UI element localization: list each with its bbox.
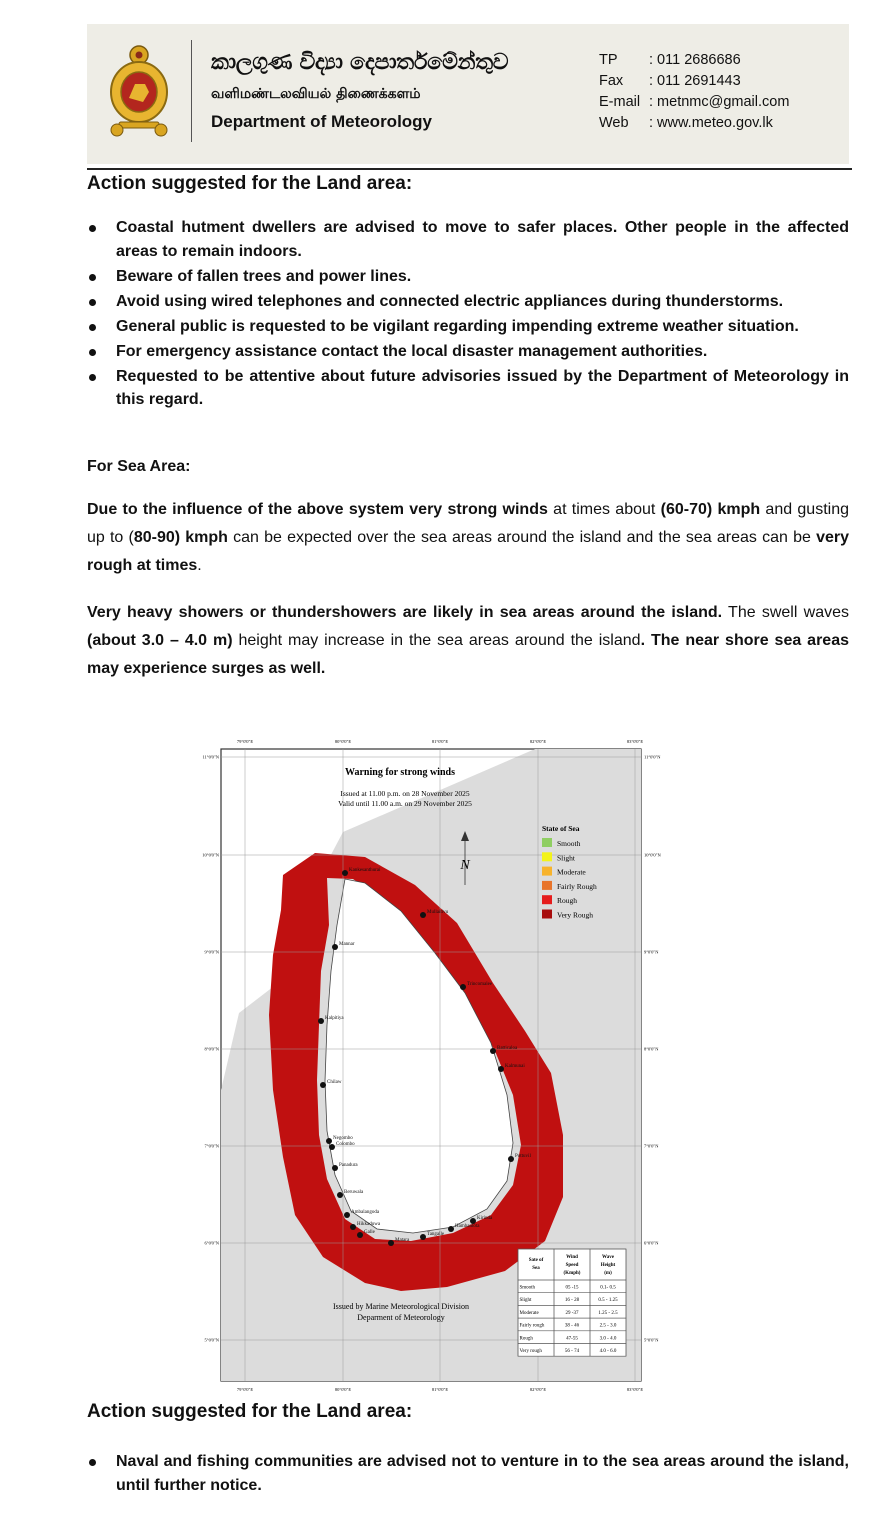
table-header-text: Height — [600, 1263, 616, 1268]
contact-label: Fax — [599, 73, 624, 89]
legend-swatch — [542, 852, 552, 861]
sea-state-table — [518, 1249, 626, 1356]
place-marker — [508, 1156, 514, 1162]
table-cell-text: 1.25 - 2.5 — [598, 1310, 618, 1316]
lat-tick-label: 5°0'0"N — [644, 1337, 659, 1343]
contact-label: TP — [599, 52, 618, 68]
table-header-text: Speed — [565, 1263, 579, 1268]
map-valid: Valid until 11.00 a.m. on 29 November 2025 — [338, 799, 472, 808]
legend-label: Very Rough — [557, 910, 594, 920]
place-marker — [357, 1232, 363, 1238]
lat-tick-label: 11°0'0"N — [202, 754, 219, 760]
table-cell-text: 05 -15 — [565, 1285, 579, 1291]
table-header-text: Sate of — [528, 1258, 544, 1263]
lat-tick-label: 8°0'0"N — [204, 1046, 219, 1052]
place-label: Chilaw — [327, 1080, 342, 1085]
warning-map-svg — [195, 735, 665, 1395]
table-cell-text: 38 - 46 — [564, 1323, 580, 1329]
legend-swatch — [542, 881, 552, 890]
list-item: Requested to be attentive about future advisories issued by the Department of Meteorology in this regard. — [87, 365, 849, 412]
sea-paragraph-waves — [87, 599, 849, 683]
lat-tick-label: 6°0'0"N — [204, 1240, 219, 1246]
table-cell-text: 0.5 - 1.25 — [598, 1298, 618, 1304]
place-marker — [448, 1226, 454, 1232]
lat-tick-label: 7°0'0"N — [644, 1143, 659, 1149]
map-issued: Issued at 11.00 p.m. on 28 November 2025 — [340, 789, 470, 798]
place-label: Batticaloa — [497, 1046, 518, 1051]
lon-tick-label: 81°0'0"E — [431, 1387, 449, 1392]
lon-tick-label: 81°0'0"E — [431, 739, 449, 744]
lon-tick-label: 83°0'0"E — [626, 1387, 644, 1392]
lon-tick-label: 80°0'0"E — [334, 739, 352, 744]
place-marker — [460, 984, 466, 990]
dept-name-english: Department of Meteorology — [211, 112, 433, 131]
place-marker — [329, 1144, 335, 1150]
table-cell-text: Fairly rough — [519, 1323, 545, 1329]
email-link[interactable]: : metnmc@gmail.com — [649, 94, 790, 110]
dept-name-tamil: வளிமண்டலவியல் திணைக்களம் — [211, 86, 421, 102]
web-link[interactable]: : www.meteo.gov.lk — [649, 115, 773, 131]
letterhead — [87, 24, 849, 164]
lat-tick-label: 9°0'0"N — [644, 949, 659, 955]
sri-lanka-emblem-icon — [107, 42, 171, 138]
place-label: Tangalle — [427, 1232, 445, 1237]
table-cell-text: 0.1- 0.5 — [600, 1285, 616, 1291]
paragraph-run: The swell waves — [722, 604, 850, 621]
paragraph-run: height may increase in the sea areas around the island — [232, 632, 641, 649]
place-label: Pottuvil — [515, 1154, 531, 1159]
contact-email[interactable] — [599, 92, 789, 113]
table-cell-text: Smooth — [519, 1285, 536, 1291]
place-marker — [320, 1082, 326, 1088]
paragraph-run: 80-90) kmph — [133, 529, 228, 546]
header-divider — [191, 40, 192, 142]
table-header-text: (Kmph) — [563, 1271, 581, 1276]
list-item: For emergency assistance contact the local disaster management authorities. — [87, 340, 849, 364]
place-label: Kankesanthurai — [349, 868, 381, 873]
place-label: Matara — [395, 1238, 410, 1243]
lon-tick-label: 79°0'0"E — [236, 1387, 254, 1392]
legend-title: State of Sea — [542, 824, 580, 833]
table-header-text: Wind — [566, 1255, 578, 1260]
place-label: Beruwala — [344, 1190, 364, 1195]
table-cell-text: 3.0 - 4.0 — [599, 1336, 617, 1342]
land-actions-list — [87, 216, 849, 413]
place-marker — [326, 1138, 332, 1144]
lon-tick-label: 79°0'0"E — [236, 739, 254, 744]
paragraph-run: and gusting up to ( — [87, 501, 850, 546]
table-cell-text: 16 - 28 — [564, 1298, 580, 1304]
list-item: Coastal hutment dwellers are advised to move to safer places. Other people in the affected areas to remain indoors. — [87, 216, 849, 263]
place-label: Kalpitiya — [325, 1016, 344, 1021]
lat-tick-label: 5°0'0"N — [204, 1337, 219, 1343]
legend-swatch — [542, 838, 552, 847]
contact-fax — [599, 71, 789, 92]
svg-text:N: N — [460, 858, 470, 873]
table-cell-text: Moderate — [519, 1310, 539, 1316]
paragraph-run: Very heavy showers or thundershowers are likely in sea areas around the island. — [87, 604, 723, 621]
dept-name-sinhala: කාලගුණ විද්‍යා දෙපාර්තමේන්තුව — [211, 50, 509, 75]
place-label: Negombo — [333, 1136, 353, 1141]
contact-value: : 011 2691443 — [649, 73, 741, 89]
table-cell-text: 56 - 74 — [564, 1349, 580, 1354]
legend-label: Slight — [557, 853, 575, 863]
table-cell-text: 47-55 — [566, 1336, 578, 1342]
place-marker — [344, 1212, 350, 1218]
place-marker — [490, 1048, 496, 1054]
table-header-text: Sea — [532, 1266, 540, 1271]
contact-block — [599, 50, 789, 134]
place-marker — [350, 1224, 356, 1230]
land-heading: Action suggested for the Land area: — [87, 173, 413, 194]
lon-tick-label: 82°0'0"E — [529, 1387, 547, 1392]
lat-tick-label: 7°0'0"N — [204, 1143, 219, 1149]
legend-swatch — [542, 867, 552, 876]
legend-label: Rough — [557, 896, 578, 906]
paragraph-run: at times about — [547, 501, 661, 518]
contact-web[interactable] — [599, 113, 789, 134]
sea-actions-heading: Action suggested for the Land area: — [87, 1401, 413, 1422]
legend-swatch — [542, 895, 552, 904]
paragraph-run: (60-70) kmph — [660, 501, 761, 518]
place-label: Hikkaduwa — [357, 1222, 381, 1227]
paragraph-run: very rough at times — [87, 529, 849, 574]
place-label: Ambalangoda — [351, 1210, 380, 1215]
sea-actions-list — [87, 1450, 849, 1499]
lon-tick-label: 83°0'0"E — [626, 739, 644, 744]
place-marker — [498, 1066, 504, 1072]
legend-swatch — [542, 910, 552, 919]
lat-tick-label: 9°0'0"N — [204, 949, 219, 955]
place-marker — [332, 944, 338, 950]
contact-tp — [599, 50, 789, 71]
sea-heading: For Sea Area: — [87, 458, 191, 475]
table-cell-text: Slight — [519, 1298, 532, 1304]
place-label: Galle — [364, 1230, 375, 1235]
place-label: Mannar — [339, 942, 355, 947]
lat-tick-label: 10°0'0"N — [202, 852, 219, 858]
table-header-text: (m) — [604, 1271, 612, 1276]
place-label: Hambantota — [455, 1224, 480, 1229]
table-header-text: Wave — [602, 1255, 614, 1260]
place-label: Mullaitivu — [427, 910, 449, 915]
header-rule — [87, 168, 852, 170]
table-cell-text: 29 -37 — [565, 1310, 579, 1316]
paragraph-run: . — [197, 557, 202, 574]
paragraph-run: Due to the influence of the above system very strong winds — [87, 501, 548, 518]
place-marker — [420, 912, 426, 918]
place-marker — [332, 1165, 338, 1171]
map-footer-dept: Deparment of Meteorology — [357, 1313, 445, 1322]
warning-map — [195, 735, 665, 1395]
paragraph-run: can be expected over the sea areas around the island and the sea areas can be — [227, 529, 817, 546]
paragraph-run: (about 3.0 – 4.0 m) — [87, 632, 233, 649]
table-cell-text: 4.0 - 6.0 — [599, 1349, 617, 1354]
place-marker — [420, 1234, 426, 1240]
list-item: Beware of fallen trees and power lines. — [87, 265, 849, 289]
lat-tick-label: 11°0'0"N — [644, 754, 661, 760]
table-cell-text: 2.5 - 3.0 — [599, 1323, 617, 1329]
legend-label: Smooth — [557, 839, 581, 848]
lon-tick-label: 82°0'0"E — [529, 739, 547, 744]
map-footer-division: Issued by Marine Meteorological Division — [333, 1302, 469, 1311]
lat-tick-label: 8°0'0"N — [644, 1046, 659, 1052]
place-marker — [342, 870, 348, 876]
legend-label: Fairly Rough — [557, 881, 597, 891]
table-cell-text: Very rough — [519, 1349, 542, 1354]
legend-label: Moderate — [557, 867, 586, 877]
lon-tick-label: 80°0'0"E — [334, 1387, 352, 1392]
sea-paragraph-winds — [87, 496, 849, 580]
table-cell-text: Rough — [519, 1336, 533, 1342]
list-item: Avoid using wired telephones and connected electric appliances during thunderstorms. — [87, 290, 849, 314]
list-item: General public is requested to be vigilant regarding impending extreme weather situation. — [87, 315, 849, 339]
contact-label: E-mail — [599, 94, 641, 110]
place-label: Kirinda — [477, 1216, 493, 1221]
lat-tick-label: 10°0'0"N — [644, 852, 661, 858]
contact-label: Web — [599, 115, 629, 131]
place-label: Trincomalee — [467, 982, 493, 987]
place-marker — [470, 1218, 476, 1224]
map-title: Warning for strong winds — [345, 767, 455, 778]
place-marker — [337, 1192, 343, 1198]
place-label: Panadura — [339, 1163, 358, 1168]
place-marker — [388, 1240, 394, 1246]
paragraph-run: . The near shore sea areas may experience surges as well. — [87, 632, 850, 677]
place-marker — [318, 1018, 324, 1024]
contact-value: : 011 2686686 — [649, 52, 741, 68]
list-item: Naval and fishing communities are advised not to venture in to the sea areas around the island, until further notice. — [87, 1450, 849, 1497]
lat-tick-label: 6°0'0"N — [644, 1240, 659, 1246]
place-label: Kalmunai — [505, 1064, 525, 1069]
place-label: Colombo — [336, 1142, 355, 1147]
